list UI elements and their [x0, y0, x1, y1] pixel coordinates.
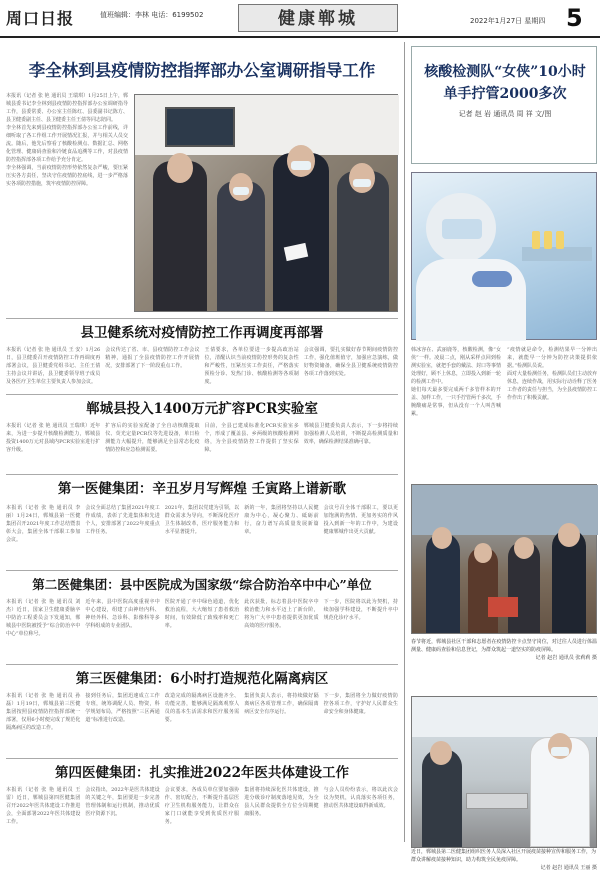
photo-screen [165, 107, 235, 147]
paragraph: 她们每天最多要完成两千多管样本的开盖、加样工作，一只手拧管两千多次，手腕酸痛是常事，但从没有一个人叫苦喊累。 [411, 387, 502, 417]
divider [6, 474, 398, 475]
paragraph: 本报讯（记者 张 艳 通讯员 王 安）1月26日，县卫健委召开疫情防控工作再调度再部署会议，县卫健委党组书记、主任王倩主持会议并讲话，县卫健委领导班子成员及各医疗卫生单位主要负责人参加会议。 [6, 347, 101, 385]
story-text [6, 598, 398, 660]
caption-text: 春节将近，郸城县社区干部和志愿者在疫情防控卡点坚守岗位，对过往人员进行体温测量、健康码查验和信息登记，为群众筑起一道坚实的防疫屏障。 [411, 639, 597, 653]
paragraph: 韩冰容在、武丽鹿等，核酸检测，像“女侠”一样。凌晨二点，刚从采样点回到检测实验室，就把手套的戴法、封口等事情处理好，顾不上休息，立即投入到新一轮的检测工作中。 [411, 347, 502, 385]
paragraph: 会议传达了省、市、县疫情防控工作会议精神，通报了全县疫情防控工作开展情况，安排部署了下一阶段重点工作。 [105, 347, 200, 369]
person-head [558, 523, 580, 547]
paragraph: 改造完成的隔离病区设施齐全、功能完善，能够满足隔离观察人员的基本生活需求和医疗服务需要。 [164, 693, 240, 723]
feature-headline-box [411, 46, 597, 164]
divider [6, 394, 398, 395]
story-text [6, 422, 398, 470]
paragraph: 接到任务后，集团迅速成立工作专班，统筹调配人员、物资，科学规划布局，严格按照“三区两通道”标准进行改造。 [85, 693, 160, 723]
divider [6, 570, 398, 571]
story-text [6, 346, 398, 392]
face-mask [551, 747, 569, 756]
paragraph: 面对大量检测任务，检测队员们主动放弃休息，连续作战，用实际行动诠释了医务工作者的责任与担当，为全县疫情防控工作作出了积极贡献。 [507, 371, 598, 401]
story-headline: 郸城县投入1400万元扩容PCR实验室 [86, 401, 318, 417]
paragraph: 目前，全县已建成标准化PCR实验室多个，形成了覆盖县、乡两级的核酸检测网络，为全县疫情防控工作提供了坚实保障。 [204, 423, 299, 453]
story-headline: 第三医健集团：6小时打造规范化隔离病区 [75, 671, 329, 687]
person-head [474, 543, 492, 563]
paragraph: 本报讯（记者 张 艳 通讯员 王瑞琪）近年来，为进一步提升核酸检测能力，郸城县投资1400万元对县域内PCR实验室进行扩容升级。 [6, 423, 101, 453]
lab-photo [411, 172, 597, 340]
story-text [6, 786, 398, 842]
feature-byline: 记者 赵 岩 通讯员 周 祥 文/图 [458, 110, 552, 118]
caption-credit: 记者 赵岩 通讯员 张莉莉 摄 [535, 655, 597, 661]
paragraph: 本报讯（记者 张 艳 通讯员 孙 磊）1月19日，郸城县第三医健集团按照县疫情防控指挥部统一部署，仅用6小时便完成了规范化隔离病区的改造工作。 [6, 693, 81, 731]
vaccination-photo [411, 696, 597, 848]
paragraph: 扩容后的实验室配备了全自动核酸提取仪、荧光定量PCR仪等先进设备，单日检测能力大幅提升，能够满足全县常态化疫情防控和应急检测需要。 [105, 423, 200, 453]
story-text [6, 692, 398, 754]
section-title: 健康郸城 [238, 4, 398, 32]
lead-story-text [6, 92, 128, 304]
paragraph: 与会人员纷纷表示，将以此次会议为契机，认真落实各项任务，推动医共体建设取得新成效。 [323, 787, 398, 809]
paragraph: 下一步，集团将全力做好疫情防控各项工作，守护好人民群众生命安全和身体健康。 [323, 693, 398, 715]
caption-text: 近日，郸城县第二医健集团组织医务人员深入社区开展疫苗接种宣传和服务工作，为群众讲解疫苗接种知识，助力构筑全民免疫屏障。 [411, 849, 597, 863]
face-shield [442, 219, 482, 239]
divider [6, 318, 398, 319]
paragraph: 会议全面总结了集团2021年度工作成绩，表彰了先进集体和先进个人，安排部署了2022年度重点工作任务。 [85, 505, 160, 535]
paragraph: 李全林强调，当前疫情防控形势依然复杂严峻，要压紧压实各方责任，坚决守住疫情防控底线，进一步严格落实各项防控措施，筑牢疫情防控屏障。 [6, 165, 128, 187]
text-column [411, 346, 501, 418]
sample-tube [556, 231, 564, 249]
lead-photo [134, 94, 398, 312]
paragraph: 集团将持续深化医共体建设，推进分级诊疗制度落地见效，为全县人民群众提供全方位全周期健康服务。 [244, 787, 319, 817]
story-headline: 县卫健系统对疫情防控工作再调度再部署 [80, 325, 324, 341]
paragraph: 近年来，县中医院高度重视卒中中心建设，组建了由神经内科、神经外科、急诊科、影像科等多学科组成的专业团队。 [85, 599, 160, 629]
story-headline: 第四医健集团：扎实推进2022年医共体建设工作 [54, 765, 350, 781]
person-head [514, 537, 534, 559]
person-head [349, 163, 375, 193]
table [466, 793, 528, 809]
supply-box [488, 597, 518, 617]
sample-tube [532, 231, 540, 249]
face-mask [291, 161, 311, 170]
person-figure [153, 161, 207, 311]
story-text [6, 504, 398, 566]
divider [6, 664, 398, 665]
photo-caption [411, 638, 597, 662]
masthead [0, 0, 600, 38]
newspaper-logo: 周口日报 [6, 9, 75, 28]
paragraph: 下一步，医院将以此为契机，持续加强学科建设，不断提升卒中规范化诊疗水平。 [323, 599, 398, 621]
paragraph: 会议要求，各成员单位要加强协作、密切配合，不断提升基层医疗卫生机构服务能力，让群众在家门口就能享受到优质医疗服务。 [164, 787, 240, 825]
paragraph: 会议强调，要扎实做好春节期间疫情防控工作，强化值班值守，加强应急演练，做好物资储备，确保全县卫健系统疫情防控各项工作落到实处。 [303, 347, 398, 377]
photo-ceiling [412, 697, 598, 737]
left-column [6, 42, 398, 842]
face-mask [233, 187, 249, 195]
protective-suit [416, 259, 526, 341]
face-mask [353, 179, 371, 187]
paragraph: “疫情就是命令，检测结果早一分钟出来，就能早一分钟为防控决策提供依据。”检测队员说。 [507, 347, 597, 369]
person-head [432, 527, 452, 549]
story-headline: 第一医健集团：辛丑岁月写辉煌 壬寅路上谱新歌 [57, 481, 347, 497]
paragraph: 集团负责人表示，将持续做好隔离病区各项管理工作，确保隔离病区安全有序运行。 [244, 693, 319, 715]
paragraph: 李全林首先来到县疫情防控指挥部办公室工作前线，详细听取了各工作组工作开展情况汇报，并与相关人员交流。随后，他先后察看了核酸检测点、数据汇总、网格化管理、健康码查验和冷链食品追溯等工作，对县疫情防控指挥部各项工作给予充分肯定。 [6, 125, 128, 163]
divider [6, 758, 398, 759]
paragraph: 本报讯（记者 张 艳 通讯员 王瑞琪）1月25日上午，郸城县委书记李全林到县疫情防控指挥部办公室调研指导工作，县委常委、办公室主任陈红、县委副书记陈方、县卫健委副主任、县卫健委主任王倩等同志陪同。 [6, 93, 128, 123]
sample-tube [544, 231, 552, 249]
editors-line: 值班编辑：李林 电话：6199502 [100, 11, 204, 19]
paragraph: 此次获批，标志着县中医院卒中救治能力和水平迈上了新台阶，将为广大卒中患者提供更加优质高效的医疗服务。 [244, 599, 319, 629]
issue-date: 2022年1月27日 星期四 [470, 17, 546, 25]
paragraph: 医院开通了卒中绿色通道，优化救治流程，大大缩短了患者救治时间，有效降低了致残率和死亡率。 [164, 599, 240, 629]
person-head [430, 741, 452, 765]
paragraph: 本报讯（记者 张 艳 通讯员 王 雷）近日，郸城县第四医健集团召开2022年医共体建设工作推进会，全面部署2022年医共体建设工作。 [6, 787, 81, 825]
paragraph: 郸城县卫健委负责人表示，下一步将持续加强检测人员培训，不断提高检测质量和效率，确保检测结果准确可靠。 [303, 423, 398, 445]
lab-bench [522, 247, 592, 261]
caption-credit: 记者 赵岩 通讯员 王丽 摄 [540, 865, 597, 871]
text-column [507, 346, 597, 418]
feature-headline-line: 核酸检测队“女侠”10小时 [424, 64, 586, 80]
paragraph: 会议号召全体干部职工，要以更加饱满的热情、更加务实的作风投入到新一年的工作中，为建设健康郸城作出更大贡献。 [323, 505, 398, 535]
story-headline: 第二医健集团：县中医院成为国家级“综合防治卒中中心”单位 [32, 577, 372, 592]
paragraph: 新的一年，集团将坚持以人民健康为中心，凝心聚力、砥砺前行，奋力谱写高质量发展新篇章。 [244, 505, 319, 535]
photo-caption [411, 848, 597, 872]
paragraph: 2021年，集团以党建为引领，以群众需求为导向，不断深化医疗卫生体制改革，医疗服务能力和水平显著提升。 [164, 505, 240, 535]
right-column [404, 42, 598, 871]
feature-headline [412, 61, 598, 105]
lead-headline: 李全林到县疫情防控指挥部办公室调研指导工作 [28, 61, 376, 80]
checkpoint-photo [411, 484, 597, 634]
feature-headline-line: 单手拧管2000多次 [443, 86, 567, 102]
page-number: 5 [566, 4, 583, 32]
gloved-hand [472, 271, 512, 287]
person-head [167, 153, 193, 183]
paragraph: 本报讯（记者 张 艳 通讯员 李 丽）1月24日，郸城县第一医健集团召开2021年度工作总结暨表彰大会，集团全体干部职工参加会议。 [6, 505, 81, 543]
paragraph: 会议指出，2022年是医共体建设的关键之年，集团要进一步完善管理体制和运行机制，推动优质医疗资源下沉。 [85, 787, 160, 817]
paragraph: 王倩要求，各单位要进一步提高政治站位，清醒认识当前疫情防控形势的复杂性和严峻性，压紧压实工作责任，严格落实预检分诊、发热门诊、核酸检测等各项制度。 [204, 347, 299, 385]
paragraph: 本报讯（记者 张 艳 通讯员 刘 杰）近日，国家卫生健康委脑卒中防治工程委员会下发通知，郸城县中医院被授予“综合防治卒中中心”单位称号。 [6, 599, 81, 637]
